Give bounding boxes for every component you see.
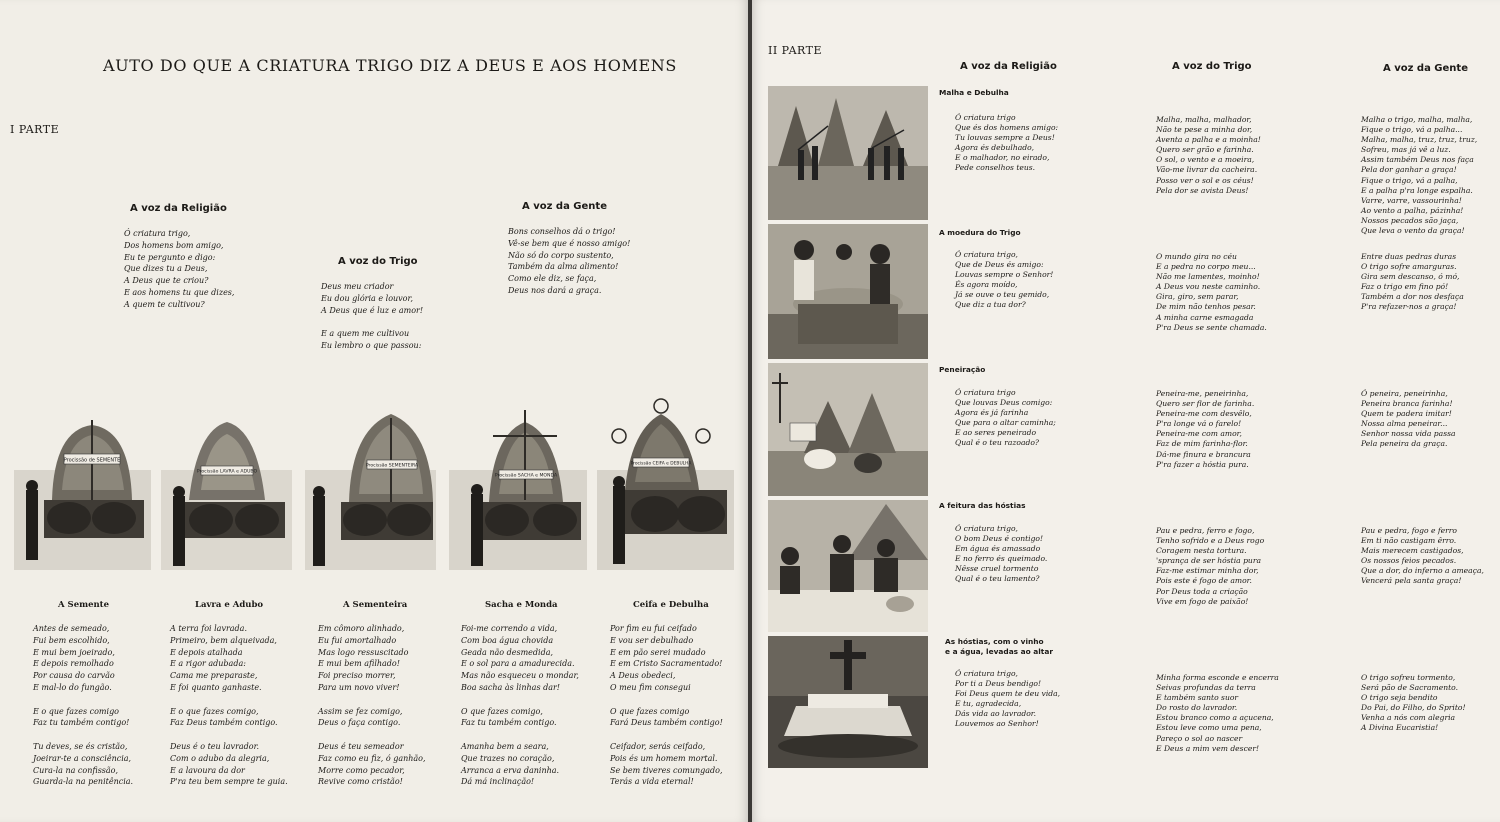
stage-caption: A Semente <box>58 600 110 610</box>
ox-cart-ceifa-icon <box>597 390 734 570</box>
cart-sign: Procissão CEIFA e DEBULHA <box>630 461 692 467</box>
gente-heading: A voz da Gente <box>522 201 607 212</box>
cross-and-altar-icon <box>768 636 928 768</box>
threshing-scene-icon <box>768 86 928 220</box>
cart-photo <box>597 390 734 787</box>
part-one-label: I PARTE <box>10 123 60 136</box>
right-page <box>752 0 1500 822</box>
stage-verse: Foi-me correndo a vida, Com boa água chovida Geada não desmedida, E o sol para a amadurecida. Mas não esqueceu o mondar, Boa sacha às linhas dar! O que fazes comigo, Faz tu também contigo. Amanha bem a seara, Que trazes no coração, Arranca a erva daninha. Dá má inclinação! <box>461 624 579 787</box>
cart-photo <box>305 390 436 787</box>
stage-caption: Lavra e Adubo <box>195 600 264 610</box>
page-title: AUTO DO QUE A CRIATURA TRIGO DIZ A DEUS E AOS HOMENS <box>103 56 677 75</box>
trigo-verse: Minha forma esconde e encerra Seivas profundas da terra E também santo suor Do rosto do lavrador. Estou branco como a açucena, Estou leve como uma pena, Pareço o sol ao nascer E Deus a mim vem descer! <box>1156 673 1279 753</box>
cart-photo <box>14 390 151 787</box>
stage-caption: Sacha e Monda <box>485 600 558 610</box>
religiao-verse: Ó criatura trigo Que és dos homens amigo: Tu louvas sempre a Deus! Agora és debulhado, E o malhador, no eirado, Pede conselhos teus. <box>955 113 1059 173</box>
cart-sign: Procissão SEMENTEIRA <box>365 463 419 469</box>
stage-caption: A Sementeira <box>343 600 408 610</box>
gente-verse: Entre duas pedras duras O trigo sofre amarguras. Gira sem descanso, ó mó, Faz o trigo em fino pó! Também a dor nos desfaça P'ra refazer-nos a graça! <box>1361 252 1464 312</box>
ox-cart-lavra-icon <box>161 390 292 570</box>
stage-verse: Por fim eu fui ceifado E vou ser debulhado E em pão serei mudado E em Cristo Sacramentado! A Deus obedeci, O meu fim consegui O que fazes comigo Fará Deus também contigo! Ceifador, serás ceifado, Pois és um homem mortal. Se bem tiveres comungado, Terás a vida eternal! <box>610 624 723 787</box>
trigo-verse: Deus meu criador Eu dou glória e louvor, A Deus que é luz e amor! E a quem me cultivou Eu lembro o que passou: <box>321 282 424 350</box>
religiao-column-heading: A voz da Religião <box>960 61 1057 72</box>
photo-milling <box>768 224 928 359</box>
gente-verse: Malha o trigo, malha, malha, Fique o trigo, vá a palha... Malha, malha, truz, truz, truz, Sofreu, mas já vê a luz. Assim também Deus nos faça Pela dor ganhar a graça! Fique o trigo, vá a palha, E a palha p'ra longe espalha. Varre, varre, vassourinha! Ao vento a palha, pázinha! Nossos pecados são jaça, Que leva o vento da graça! <box>1361 115 1478 236</box>
trigo-verse: O mundo gira no céu E a pedra no corpo meu... Não me lamentes, moinho! A Deus vou neste caminho. Gira, giro, sem parar, De mim não tenhos pesar. A minha carne esmagada P'ra Deus se sente chamada. <box>1156 252 1267 332</box>
left-page <box>0 0 748 822</box>
section-title: As hóstias, com o vinho e a água, levadas ao altar <box>945 637 1053 656</box>
gente-column-heading: A voz da Gente <box>1383 63 1468 74</box>
part-two-label: II PARTE <box>768 44 822 57</box>
stage-verse: Em cômoro alinhado, Eu fui amortalhado Mas logo ressuscitado E mui bem afilhado! Foi preciso morrer, Para um novo viver! Assim se fez comigo, Deus o faça contigo. Deus é teu semeador Faz como eu fiz, ó ganhão, Morre como pecador, Revive como cristão! <box>318 624 426 787</box>
trigo-verse: Malha, malha, malhador, Não te pese a minha dor, Aventa a palha e a moinha! Quero ser grão e farinha. O sol, o vento e a moeira, Vão-me livrar da cacheira. Posso ver o sol e os céus! Pela dor se avista Deus! <box>1156 115 1261 195</box>
cart-sign: Procissão SACHA e MONDA <box>494 473 558 479</box>
stage-caption: Ceifa e Debulha <box>633 600 709 610</box>
religiao-heading: A voz da Religião <box>130 203 227 214</box>
photo-host-making <box>768 500 928 632</box>
religiao-verse: Ó criatura trigo, Por ti a Deus bendigo! Foi Deus quem te deu vida, E tu, agradecida, Dás vida ao lavrador. Louvemos ao Senhor! <box>955 669 1061 729</box>
trigo-column-heading: A voz do Trigo <box>1172 61 1252 72</box>
gente-verse: Bons conselhos dá o trigo! Vê-se bem que é nosso amigo! Não só do corpo sustento, Também da alma alimento! Como ele diz, se faça, Deus nos dará a graça. <box>508 227 631 295</box>
cart-photo <box>161 390 292 787</box>
millstone-scene-icon <box>768 224 928 359</box>
gente-verse: Ó peneira, peneirinha, Peneira branca farinha! Quem te padera imitar! Nossa alma peneirar... Senhor nossa vida passa Pela peneira da graça. <box>1361 389 1456 449</box>
religiao-verse: Ó criatura trigo Que louvas Deus comigo: Agora és já farinha Que para o altar caminha; E ao seres peneirado Qual é o teu razoado? <box>955 388 1056 448</box>
trigo-heading: A voz do Trigo <box>338 256 418 267</box>
section-title: Peneiração <box>939 365 986 374</box>
ox-cart-sacha-icon <box>449 390 587 570</box>
stage-verse: A terra foi lavrada. Primeiro, bem alqueivada, E depois atalhada E a rigor adubada: Cama me preparaste, E foi quanto ganhaste. E o que fazes comigo, Faz Deus também contigo. Deus é o teu lavrador. Com o adubo da alegria, E a lavoura da dor P'ra teu bem sempre te guia. <box>170 624 288 787</box>
cart-sign: Procissão de SEMENTE <box>63 457 121 464</box>
photo-altar-offering <box>768 636 928 768</box>
religiao-verse: Ó criatura trigo, Dos homens bom amigo, Eu te pergunto e digo: Que dizes tu a Deus, A Deus que te criou? E aos homens tu que dizes, A quem te cultivou? <box>124 229 235 309</box>
cart-photo <box>449 390 587 787</box>
stage-verse: Antes de semeado, Fui bem escolhido, E mui bem joeirado, E depois remolhado Por causa do carvão E mal-lo do fungão. E o que fazes comigo Faz tu também contigo! Tu deves, se és cristão, Joeirar-te a consciência, Cura-la na confissão, Guarda-la na penitência. <box>33 624 134 787</box>
photo-sieving <box>768 363 928 496</box>
trigo-verse: Peneira-me, peneirinha, Quero ser flor de farinha. Peneira-me com desvêlo, P'ra longe vá o farelo! Peneira-me com amor, Faz de mim farinha-flor. Dá-me finura e brancura P'ra fazer a hóstia pura. <box>1156 389 1255 469</box>
photo-threshing <box>768 86 928 220</box>
religiao-verse: Ó criatura trigo, Que de Deus és amigo: Louvas sempre o Senhor! És agora moído, Já se ouve o teu gemido, Que diz a tua dor? <box>955 250 1054 310</box>
trigo-verse: Pau e pedra, ferro e fogo, Tenho sofrido e a Deus rogo Coragem nesta tortura. 'sprança de ser hóstia pura Faz-me estimar minha dor, Pois este é fogo de amor. Por Deus toda a criação Vive em fogo de paixão! <box>1156 526 1265 606</box>
ox-cart-sementeira-icon <box>305 390 436 570</box>
section-title: A feitura das hóstias <box>939 501 1026 510</box>
cart-sign: Procissão LAVRA e ADUBO <box>196 469 258 475</box>
gente-verse: O trigo sofreu tormento, Será pão de Sacramento. O trigo seja bendito Do Pai, do Filho, do Sprito! Venha a nós com alegria A Divina Eucaristia! <box>1361 673 1466 733</box>
section-title: A moedura do Trigo <box>939 228 1021 237</box>
section-title: Malha e Debulha <box>939 88 1009 97</box>
host-making-scene-icon <box>768 500 928 632</box>
ox-cart-semente-icon <box>14 390 151 570</box>
gente-verse: Pau e pedra, fogo e ferro Em ti não castigam êrro. Mais merecem castigados, Os nossos feios pecados. Que a dor, do inferno a ameaça, Vencerá pela santa graça! <box>1361 526 1484 586</box>
religiao-verse: Ó criatura trigo, O bom Deus é contigo! Em água és amassado E no ferro és queimado. Nêsse cruel tormento Qual é o teu lamento? <box>955 524 1048 584</box>
sieving-scene-icon <box>768 363 928 496</box>
